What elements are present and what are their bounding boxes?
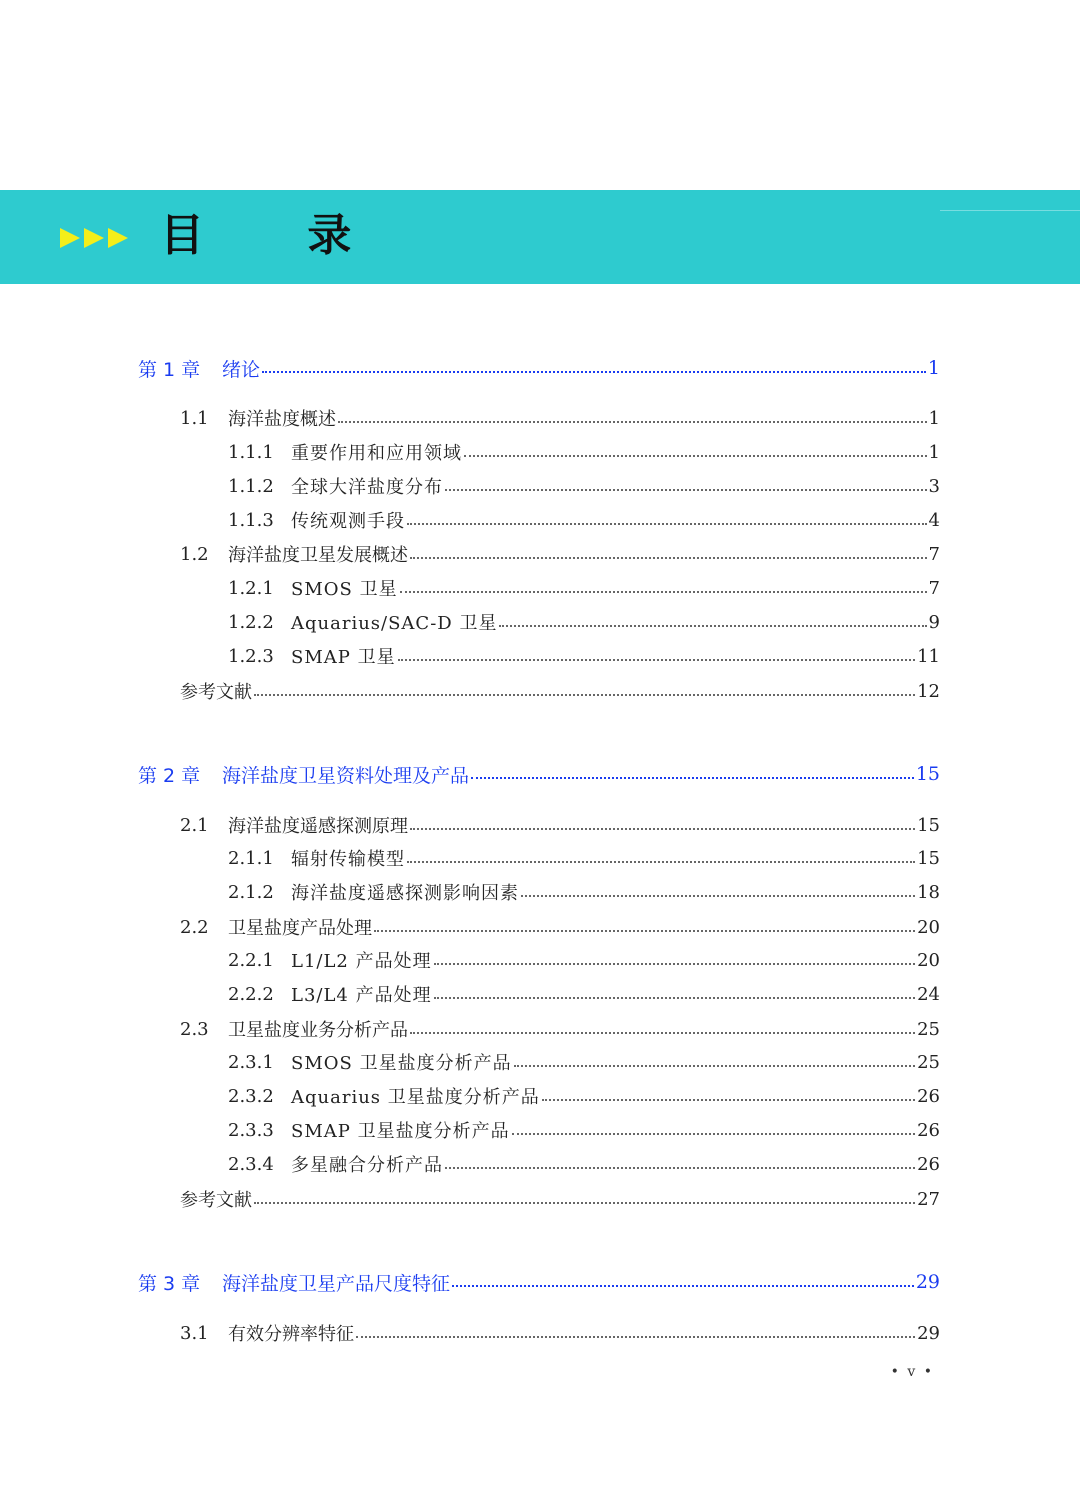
toc-subsection-row[interactable] — [228, 573, 940, 603]
toc-entry-title: 参考文献 — [180, 1190, 252, 1211]
toc-chapter-row[interactable] — [138, 759, 940, 789]
toc-entry-title: 传统观测手段 — [291, 511, 405, 532]
toc-entry-page: 26 — [917, 1085, 940, 1107]
toc-entry-number: 2.3.1 — [228, 1051, 274, 1073]
toc-entry-page: 1 — [928, 407, 940, 429]
toc-subsection-row[interactable] — [228, 1047, 940, 1077]
toc-entry-title: Aquarius 卫星盐度分析产品 — [291, 1087, 540, 1108]
toc-entry-number: 2.3.2 — [228, 1085, 274, 1107]
toc-section-row[interactable] — [180, 1014, 940, 1044]
toc-dot-leader — [356, 1335, 915, 1338]
toc-entry-page: 29 — [917, 1322, 940, 1344]
toc-entry-title: 参考文献 — [180, 682, 252, 703]
toc-subsection-row[interactable] — [228, 437, 940, 467]
toc-dot-leader — [464, 454, 927, 457]
toc-dot-leader — [521, 894, 915, 897]
toc-entry-page: 7 — [928, 543, 940, 565]
toc-section-row[interactable] — [180, 912, 940, 942]
toc-dot-leader — [410, 556, 927, 559]
toc-dot-leader — [410, 1031, 915, 1034]
toc-chapter-row[interactable] — [138, 1267, 940, 1297]
toc-subsection-row[interactable] — [228, 843, 940, 873]
toc-subsection-row[interactable] — [228, 1115, 940, 1145]
toc-subsection-row[interactable] — [228, 1149, 940, 1179]
toc-entry-page: 7 — [928, 577, 940, 599]
toc-entry-page: 15 — [915, 763, 940, 785]
toc-entry-title: 海洋盐度概述 — [228, 409, 336, 430]
toc-entry-page: 12 — [917, 680, 940, 702]
toc-entry-number: 2.1.2 — [228, 881, 274, 903]
toc-section-row[interactable] — [180, 1184, 940, 1214]
toc-dot-leader — [398, 658, 916, 661]
toc-entry-title: 有效分辨率特征 — [228, 1324, 354, 1345]
toc-entry-number: 2.1.1 — [228, 847, 274, 869]
toc-entry-page: 15 — [917, 847, 940, 869]
toc-entry-number: 1.2.2 — [228, 611, 274, 633]
toc-dot-leader — [407, 860, 915, 863]
toc-section-row[interactable] — [180, 676, 940, 706]
toc-entry-title: SMOS 卫星盐度分析产品 — [291, 1053, 512, 1074]
toc-entry-title: Aquarius/SAC-D 卫星 — [291, 613, 498, 634]
toc-entry-number: 1.2 — [180, 543, 209, 565]
toc-entry-page: 20 — [917, 916, 940, 938]
toc-entry-number: 1.2.1 — [228, 577, 274, 599]
toc-entry-title: 卫星盐度产品处理 — [228, 918, 372, 939]
toc-entry-title: L1/L2 产品处理 — [291, 951, 432, 972]
toc-section-row[interactable] — [180, 810, 940, 840]
toc-dot-leader — [499, 624, 926, 627]
toc-entry-page: 1 — [927, 357, 940, 379]
toc-dot-leader — [374, 929, 915, 932]
toc-entry-title: 全球大洋盐度分布 — [291, 477, 443, 498]
toc-entry-page: 15 — [917, 814, 940, 836]
toc-entry-title: 海洋盐度卫星发展概述 — [228, 545, 408, 566]
toc-entry-page: 25 — [917, 1051, 940, 1073]
toc-entry-page: 18 — [917, 881, 940, 903]
toc-dot-leader — [445, 1166, 915, 1169]
toc-entry-page: 29 — [915, 1271, 940, 1293]
toc-subsection-row[interactable] — [228, 641, 940, 671]
toc-entry-page: 1 — [928, 441, 940, 463]
toc-subsection-row[interactable] — [228, 979, 940, 1009]
toc-entry-title: L3/L4 产品处理 — [291, 985, 432, 1006]
toc-dot-leader — [410, 827, 915, 830]
page-number: • v • — [890, 1364, 934, 1380]
page-title: 目 录 — [160, 210, 396, 261]
toc-dot-leader — [512, 1132, 916, 1135]
toc-dot-leader — [471, 776, 914, 779]
toc-subsection-row[interactable] — [228, 505, 940, 535]
toc-entry-number: 第 3 章 — [138, 1272, 201, 1295]
toc-entry-page: 4 — [928, 509, 940, 531]
toc-dot-leader — [400, 590, 927, 593]
toc-entry-number: 2.2 — [180, 916, 209, 938]
toc-entry-number: 2.1 — [180, 814, 209, 836]
toc-entry-title: 海洋盐度卫星产品尺度特征 — [222, 1272, 451, 1295]
toc-entry-page: 20 — [917, 949, 940, 971]
toc-subsection-row[interactable] — [228, 471, 940, 501]
toc-entry-title: 绪论 — [222, 358, 261, 381]
toc-entry-number: 1.1 — [180, 407, 209, 429]
toc-entry-title: SMAP 卫星 — [291, 647, 396, 668]
toc-entry-title: 海洋盐度遥感探测原理 — [228, 816, 408, 837]
toc-entry-number: 2.3 — [180, 1018, 209, 1040]
toc-chapter-row[interactable] — [138, 353, 940, 383]
toc-entry-page: 25 — [917, 1018, 940, 1040]
toc-subsection-row[interactable] — [228, 877, 940, 907]
toc-entry-title: 卫星盐度业务分析产品 — [228, 1020, 408, 1041]
toc-entry-title: 多星融合分析产品 — [291, 1155, 443, 1176]
toc-dot-leader — [452, 1284, 914, 1287]
toc-entry-number: 3.1 — [180, 1322, 209, 1344]
toc-entry-page: 9 — [928, 611, 940, 633]
toc-entry-page: 26 — [917, 1153, 940, 1175]
toc-dot-leader — [254, 693, 915, 696]
toc-subsection-row[interactable] — [228, 607, 940, 637]
toc-entry-number: 2.2.1 — [228, 949, 274, 971]
toc-section-row[interactable] — [180, 1318, 940, 1348]
toc-entry-number: 1.1.1 — [228, 441, 274, 463]
toc-entry-page: 26 — [917, 1119, 940, 1141]
toc-dot-leader — [434, 996, 915, 999]
toc-dot-leader — [542, 1098, 915, 1101]
toc-entry-title: 海洋盐度遥感探测影响因素 — [291, 883, 519, 904]
toc-entry-title: 重要作用和应用领域 — [291, 443, 462, 464]
toc-entry-number: 1.1.3 — [228, 509, 274, 531]
toc-entry-title: 海洋盐度卫星资料处理及产品 — [222, 764, 470, 787]
toc-subsection-row[interactable] — [228, 1081, 940, 1111]
toc-section-row[interactable] — [180, 403, 940, 433]
toc-entry-title: 辐射传输模型 — [291, 849, 405, 870]
toc-section-row[interactable] — [180, 539, 940, 569]
toc-entry-number: 2.3.3 — [228, 1119, 274, 1141]
toc-entry-number: 1.2.3 — [228, 645, 274, 667]
toc-entry-number: 2.3.4 — [228, 1153, 274, 1175]
toc-dot-leader — [445, 488, 927, 491]
toc-entry-title: SMAP 卫星盐度分析产品 — [291, 1121, 510, 1142]
toc-entry-page: 27 — [917, 1188, 940, 1210]
toc-entry-number: 第 1 章 — [138, 358, 201, 381]
toc-entry-page: 3 — [928, 475, 940, 497]
toc-dot-leader — [407, 522, 927, 525]
toc-dot-leader — [262, 370, 926, 373]
toc-dot-leader — [338, 420, 927, 423]
toc-entry-page: 11 — [917, 645, 940, 667]
toc-dot-leader — [254, 1201, 915, 1204]
toc-dot-leader — [514, 1064, 916, 1067]
toc-entry-number: 1.1.2 — [228, 475, 274, 497]
toc-entry-number: 第 2 章 — [138, 764, 201, 787]
toc-entry-number: 2.2.2 — [228, 983, 274, 1005]
toc-entry-title: SMOS 卫星 — [291, 579, 398, 600]
toc-dot-leader — [434, 962, 915, 965]
toc-subsection-row[interactable] — [228, 945, 940, 975]
toc-entry-page: 24 — [917, 983, 940, 1005]
